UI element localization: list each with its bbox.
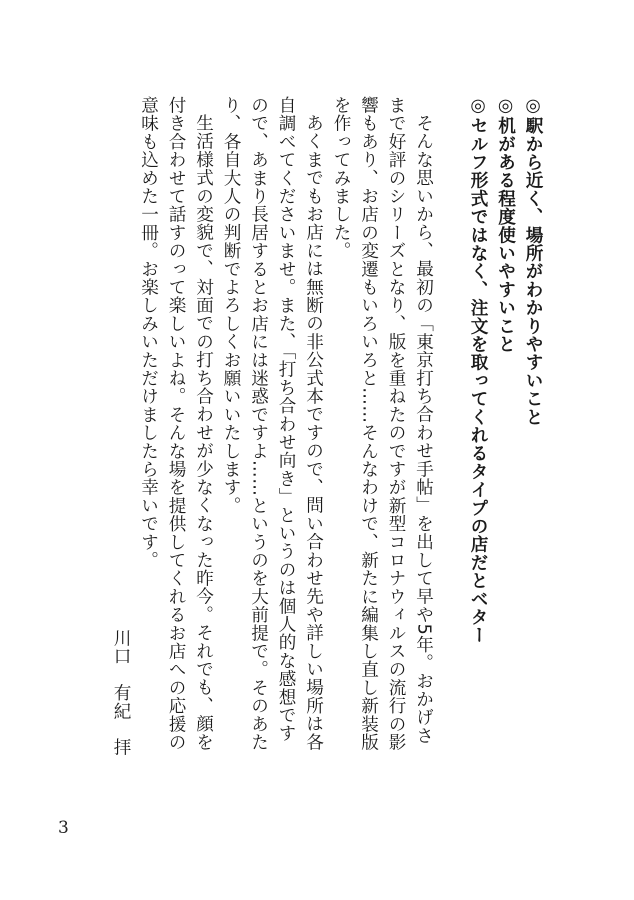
paragraph-closing: 生活様式の変貌で、対面での打ち合わせが少なくなった昨今。それでも、顔を付き合わせて話すのって楽しいよね。そんな場を提供してくれるお店への応援の意味も込めた一冊。お楽しみいただけましたら幸いです。 — [138, 96, 214, 752]
page-number: 3 — [58, 818, 69, 838]
bullet-table-service: ◎セルフ形式ではなく、注文を取ってくれるタイプの店だとベター — [468, 96, 488, 645]
bullet-desk-usability: ◎机がある程度使いやすいこと — [495, 96, 516, 354]
vertical-body-text — [107, 96, 547, 756]
paragraph-disclaimer: あくまでもお店には無断の非公式本ですので、問い合わせ先や詳しい場所は各自調べてくださいませ。また、「打ち合わせ向き」というのは個人的な感想ですので、あまり長居するとお店には迷惑ですよ……というのを大前提で。そのあたり、各自大人の判断でよろしくお願いいたします。 — [221, 96, 324, 752]
bullet-station-nearby: ◎駅から近く、場所がわかりやすいこと — [523, 96, 543, 426]
author-signature: 川口 有紀 拝 — [111, 628, 131, 756]
paragraph-intro: そんな思いから、最初の「東京打ち合わせ手帖」を出して早や5年。おかげさまで好評のシリーズとなり、版を重ねたのですが新型コロナウィルスの流行の影響もあり、お店の変遷もいろいろと……そんなわけで、新たに編集し直し新装版を作ってみました。 — [331, 96, 434, 752]
